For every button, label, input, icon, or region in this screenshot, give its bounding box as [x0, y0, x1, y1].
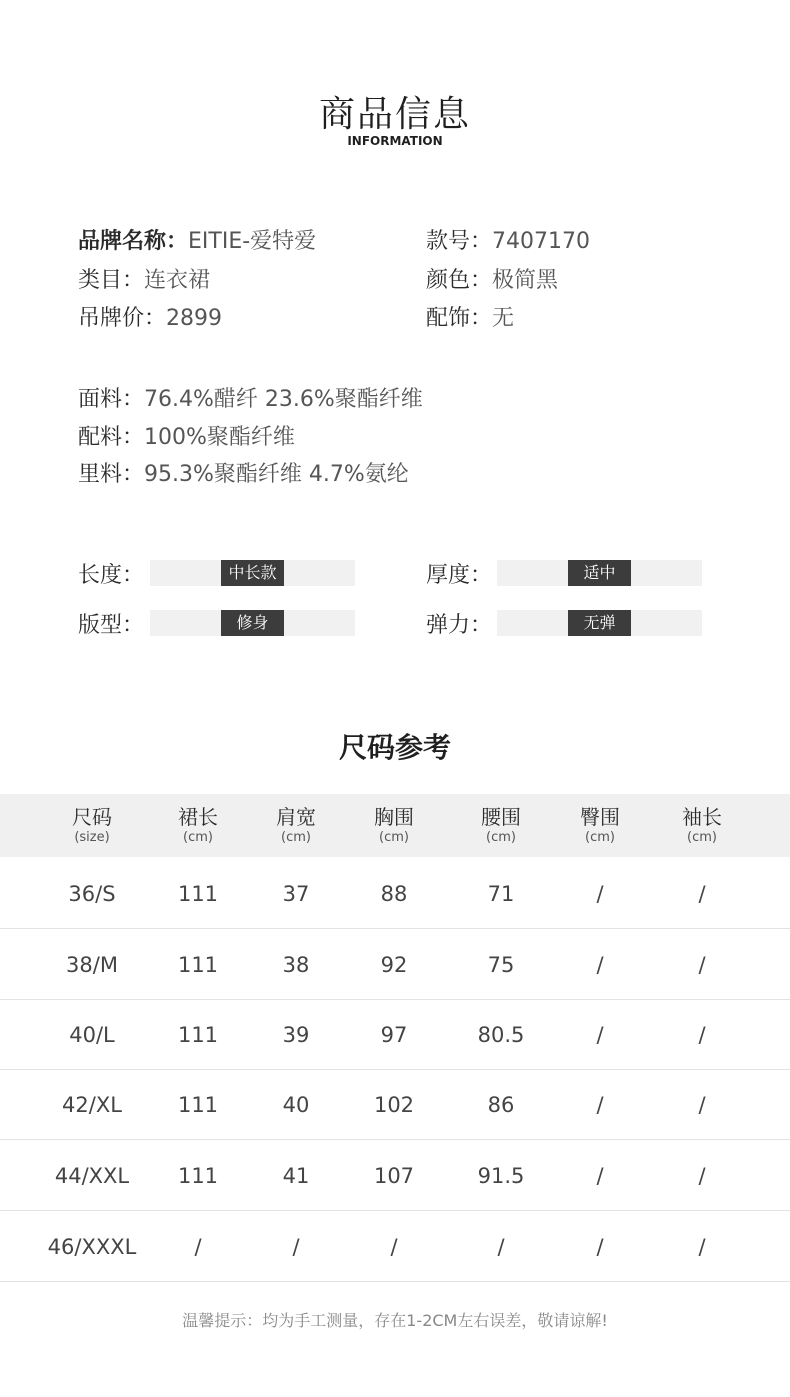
header-unit: (cm) — [281, 830, 311, 845]
cell-size: 40/L — [69, 1023, 115, 1047]
cell-waist: 91.5 — [477, 1164, 525, 1188]
attr-thickness-chip: 适中 — [568, 560, 631, 586]
info-color-value: 极简黑 — [492, 268, 559, 293]
info-brand — [78, 224, 316, 255]
header-cn: 袖长 — [682, 805, 722, 829]
cell-dress-length: 111 — [177, 882, 219, 906]
table-row — [0, 1210, 790, 1282]
info-style-number — [426, 224, 590, 255]
cell-waist: 71 — [487, 882, 515, 906]
header-unit: (cm) — [687, 830, 717, 845]
cell-bust: / — [390, 1235, 398, 1259]
cell-bust: 102 — [373, 1093, 415, 1117]
table-row — [0, 928, 790, 1000]
table-row — [0, 857, 790, 929]
info-style-number-value: 7407170 — [492, 229, 590, 254]
material-trim-value: 100%聚酯纤维 — [144, 425, 295, 450]
cell-shoulder: 37 — [282, 882, 310, 906]
size-table-header-waist — [451, 803, 551, 845]
attr-fit-chip: 修身 — [221, 610, 284, 636]
cell-waist: 86 — [487, 1093, 515, 1117]
header-unit: (cm) — [379, 830, 409, 845]
info-accessories-value: 无 — [492, 306, 515, 331]
info-tag-price-value: 2899 — [166, 306, 223, 331]
section-subtitle-information: INFORMATION — [347, 134, 443, 148]
info-brand-value: EITIE-爱特爱 — [188, 229, 317, 254]
info-color-label: 颜色： — [426, 268, 493, 293]
cell-shoulder: 41 — [282, 1164, 310, 1188]
size-chart-title: 尺码参考 — [338, 731, 451, 764]
cell-sleeve: / — [698, 1023, 706, 1047]
cell-dress-length: 111 — [177, 1023, 219, 1047]
info-style-number-label: 款号： — [426, 229, 493, 254]
cell-sleeve: / — [698, 1235, 706, 1259]
cell-size: 42/XL — [62, 1093, 122, 1117]
cell-bust: 92 — [380, 953, 408, 977]
info-color — [426, 263, 558, 294]
cell-sleeve: / — [698, 882, 706, 906]
header-cn: 胸围 — [374, 805, 414, 829]
size-table-header-dress-length — [148, 803, 248, 845]
cell-dress-length: 111 — [177, 953, 219, 977]
header-cn: 肩宽 — [276, 805, 316, 829]
attr-fit-track — [150, 610, 355, 636]
material-fabric-label: 面料： — [78, 387, 145, 412]
header-cn: 腰围 — [481, 805, 521, 829]
cell-size: 36/S — [68, 882, 116, 906]
info-category-value: 连衣裙 — [144, 268, 211, 293]
attr-stretch-chip: 无弹 — [568, 610, 631, 636]
attr-length-track — [150, 560, 355, 586]
material-fabric-value: 76.4%醋纤 23.6%聚酯纤维 — [144, 387, 423, 412]
section-title-information: 商品信息 — [318, 94, 471, 135]
cell-waist: / — [497, 1235, 505, 1259]
header-unit: (cm) — [183, 830, 213, 845]
attr-thickness-label: 厚度： — [426, 563, 493, 588]
material-trim-label: 配料： — [78, 425, 145, 450]
attr-fit-label: 版型： — [78, 613, 145, 638]
table-row — [0, 1068, 790, 1140]
cell-hip: / — [596, 1235, 604, 1259]
header-unit: (size) — [74, 830, 110, 845]
header-cn: 尺码 — [72, 805, 112, 829]
size-table-header-shoulder — [246, 803, 346, 845]
cell-shoulder: 38 — [282, 953, 310, 977]
size-table-header-bust — [344, 803, 444, 845]
cell-shoulder: / — [292, 1235, 300, 1259]
cell-dress-length: 111 — [177, 1093, 219, 1117]
cell-bust: 107 — [373, 1164, 415, 1188]
size-table-header-size — [42, 803, 142, 845]
cell-bust: 88 — [380, 882, 408, 906]
material-trim — [78, 420, 295, 451]
cell-shoulder: 40 — [282, 1093, 310, 1117]
cell-size: 38/M — [66, 953, 118, 977]
cell-sleeve: / — [698, 1093, 706, 1117]
info-tag-price-label: 吊牌价： — [78, 306, 167, 331]
cell-hip: / — [596, 882, 604, 906]
info-tag-price — [78, 301, 222, 332]
header-unit: (cm) — [486, 830, 516, 845]
cell-hip: / — [596, 1093, 604, 1117]
cell-bust: 97 — [380, 1023, 408, 1047]
attr-length-chip: 中长款 — [221, 560, 284, 586]
material-lining-value: 95.3%聚酯纤维 4.7%氨纶 — [144, 462, 409, 487]
table-row — [0, 1139, 790, 1211]
cell-size: 44/XXL — [54, 1164, 130, 1188]
attr-thickness-track — [497, 560, 702, 586]
info-accessories — [426, 301, 514, 332]
info-category — [78, 263, 210, 294]
material-fabric — [78, 382, 423, 413]
attr-stretch-label: 弹力： — [426, 613, 493, 638]
header-cn: 臀围 — [580, 805, 620, 829]
cell-waist: 80.5 — [477, 1023, 525, 1047]
attr-length-label: 长度： — [78, 563, 145, 588]
header-unit: (cm) — [585, 830, 615, 845]
cell-hip: / — [596, 1023, 604, 1047]
cell-hip: / — [596, 953, 604, 977]
cell-waist: 75 — [487, 953, 515, 977]
material-lining — [78, 457, 409, 488]
cell-dress-length: 111 — [177, 1164, 219, 1188]
cell-sleeve: / — [698, 1164, 706, 1188]
info-accessories-label: 配饰： — [426, 306, 493, 331]
size-table-header-hip — [550, 803, 650, 845]
info-brand-label: 品牌名称： — [78, 229, 189, 254]
header-cn: 裙长 — [178, 805, 218, 829]
cell-sleeve: / — [698, 953, 706, 977]
attr-stretch-track — [497, 610, 702, 636]
size-table-header-sleeve — [652, 803, 752, 845]
info-category-label: 类目： — [78, 268, 145, 293]
measurement-note: 温馨提示：均为手工测量，存在1-2CM左右误差，敬请谅解! — [182, 1311, 608, 1330]
cell-hip: / — [596, 1164, 604, 1188]
material-lining-label: 里料： — [78, 462, 145, 487]
cell-shoulder: 39 — [282, 1023, 310, 1047]
cell-dress-length: / — [194, 1235, 202, 1259]
table-row — [0, 998, 790, 1070]
cell-size: 46/XXXL — [47, 1235, 137, 1259]
